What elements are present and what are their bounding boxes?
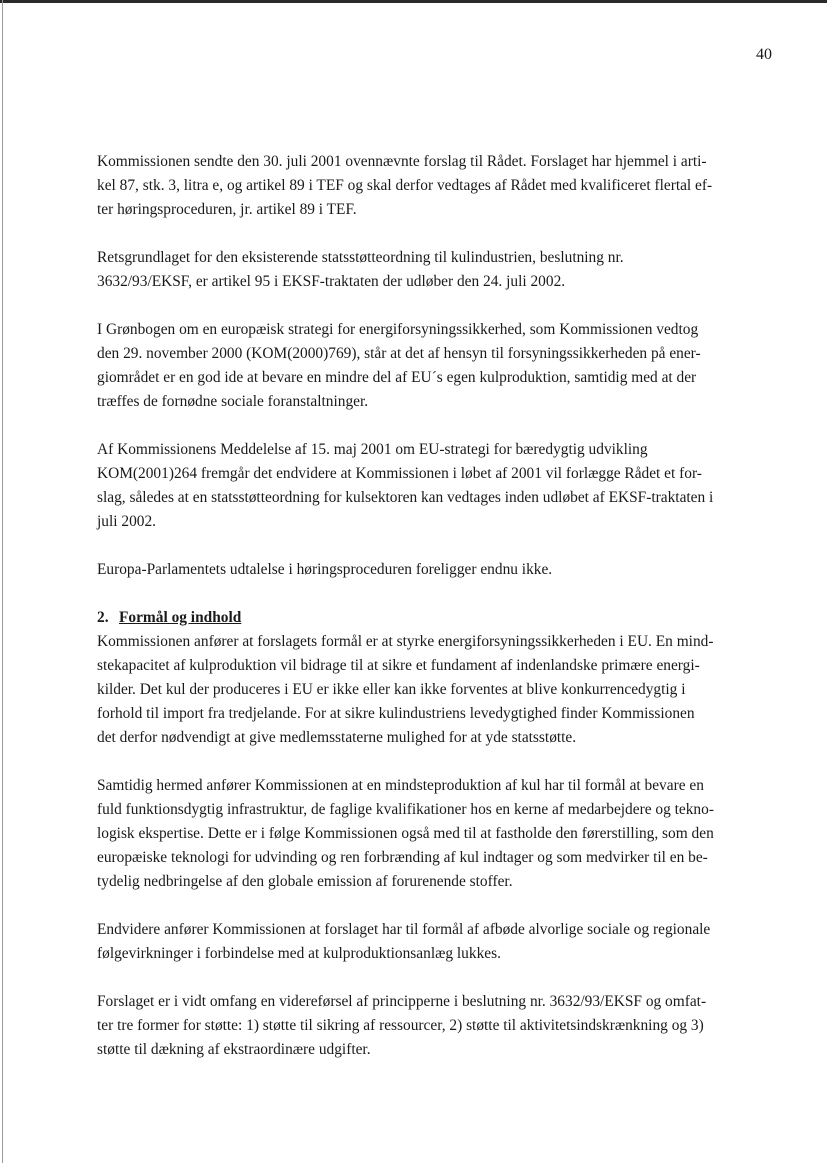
text-line: støtte til dækning af ekstraordinære udgifter. (97, 1041, 371, 1058)
paragraph-legal-basis (97, 246, 772, 294)
document-body (97, 150, 772, 1062)
text-line: giområdet er en god ide at bevare en mindre del af EU´s egen kulproduktion, samtidig med at der (97, 369, 697, 386)
paragraph-purpose (97, 630, 772, 750)
text-line: Forslaget er i vidt omfang en videreførsel af principperne i beslutning nr. 3632/93/EKSF og omfat- (97, 993, 707, 1010)
text-line: fuld funktionsdygtig infrastruktur, de faglige kvalifikationer hos en kerne af medarbejdere og tekno- (97, 801, 714, 818)
text-line: den 29. november 2000 (KOM(2000)769), står at det af hensyn til forsyningssikkerheden på ener- (97, 345, 701, 362)
text-line: stekapacitet af kulproduktion vil bidrage til at sikre et fundament af indenlandske primære energi- (97, 657, 700, 674)
text-line: slag, således at en statsstøtteordning for kulsektoren kan vedtages inden udløbet af EKSF-traktaten i (97, 489, 714, 506)
paragraph-commission-communication (97, 438, 772, 534)
text-line: ter tre former for støtte: 1) støtte til sikring af ressourcer, 2) støtte til aktivitetsindskrænkning og 3) (97, 1017, 704, 1034)
text-line: kilder. Det kul der produceres i EU er ikke eller kan ikke forventes at blive konkurrencedygtig i (97, 681, 686, 698)
text-line: logisk ekspertise. Dette er i følge Kommissionen også med til at fastholde den førerstilling, som den (97, 825, 714, 842)
page-top-edge (0, 0, 827, 3)
text-line: træffes de fornødne sociale foranstaltninger. (97, 393, 369, 410)
text-line: Kommissionen anfører at forslagets formål er at styrke energiforsyningssikkerheden i EU. En mind- (97, 633, 714, 650)
text-line: tydelig nedbringelse af den globale emission af forurenende stoffer. (97, 873, 513, 890)
paragraph-minimum-production (97, 774, 772, 894)
section-title: Formål og indhold (119, 609, 242, 626)
text-line: følgevirkninger i forbindelse med at kulproduktionsanlæg lukkes. (97, 945, 501, 962)
text-line: I Grønbogen om en europæisk strategi for energiforsyningssikkerhed, som Kommissionen vedtog (97, 321, 699, 338)
text-line: kel 87, stk. 3, litra e, og artikel 89 i TEF og skal derfor vedtages af Rådet med kvalificeret flertal ef- (97, 177, 713, 194)
text-line: 3632/93/EKSF, er artikel 95 i EKSF-traktaten der udløber den 24. juli 2002. (97, 273, 566, 290)
paragraph-aid-forms (97, 990, 772, 1062)
text-line: Af Kommissionens Meddelelse af 15. maj 2001 om EU-strategi for bæredygtig udvikling (97, 441, 648, 458)
text-line: det derfor nødvendigt at give medlemsstaterne mulighed for at yde statsstøtte. (97, 729, 577, 746)
text-line: Europa-Parlamentets udtalelse i høringsproceduren foreligger endnu ikke. (97, 561, 553, 578)
text-line: KOM(2001)264 fremgår det endvidere at Kommissionen i løbet af 2001 vil forlægge Rådet et for- (97, 465, 702, 482)
paragraph-council-proposal (97, 150, 772, 222)
section-number: 2. (97, 609, 109, 626)
paragraph-parliament-opinion (97, 558, 772, 582)
text-line: Retsgrundlaget for den eksisterende statsstøtteordning til kulindustrien, beslutning nr. (97, 249, 624, 266)
paragraph-social-consequences (97, 918, 772, 966)
section-heading (97, 606, 772, 630)
text-line: europæiske teknologi for udvinding og ren forbrænding af kul indtager og som medvirker til en be- (97, 849, 708, 866)
text-line: ter høringsproceduren, jr. artikel 89 i TEF. (97, 201, 357, 218)
page-left-edge (2, 0, 3, 1163)
text-line: Kommissionen sendte den 30. juli 2001 ovennævnte forslag til Rådet. Forslaget har hjemmel i arti- (97, 153, 707, 170)
paragraph-green-paper (97, 318, 772, 414)
text-line: forhold til import fra tredjelande. For at sikre kulindustriens levedygtighed finder Kommissionen (97, 705, 695, 722)
text-line: juli 2002. (97, 513, 156, 530)
text-line: Endvidere anfører Kommissionen at forslaget har til formål af afbøde alvorlige sociale og regionale (97, 921, 711, 938)
page-number: 40 (756, 46, 772, 63)
text-line: Samtidig hermed anfører Kommissionen at en mindsteproduktion af kul har til formål at bevare en (97, 777, 704, 794)
